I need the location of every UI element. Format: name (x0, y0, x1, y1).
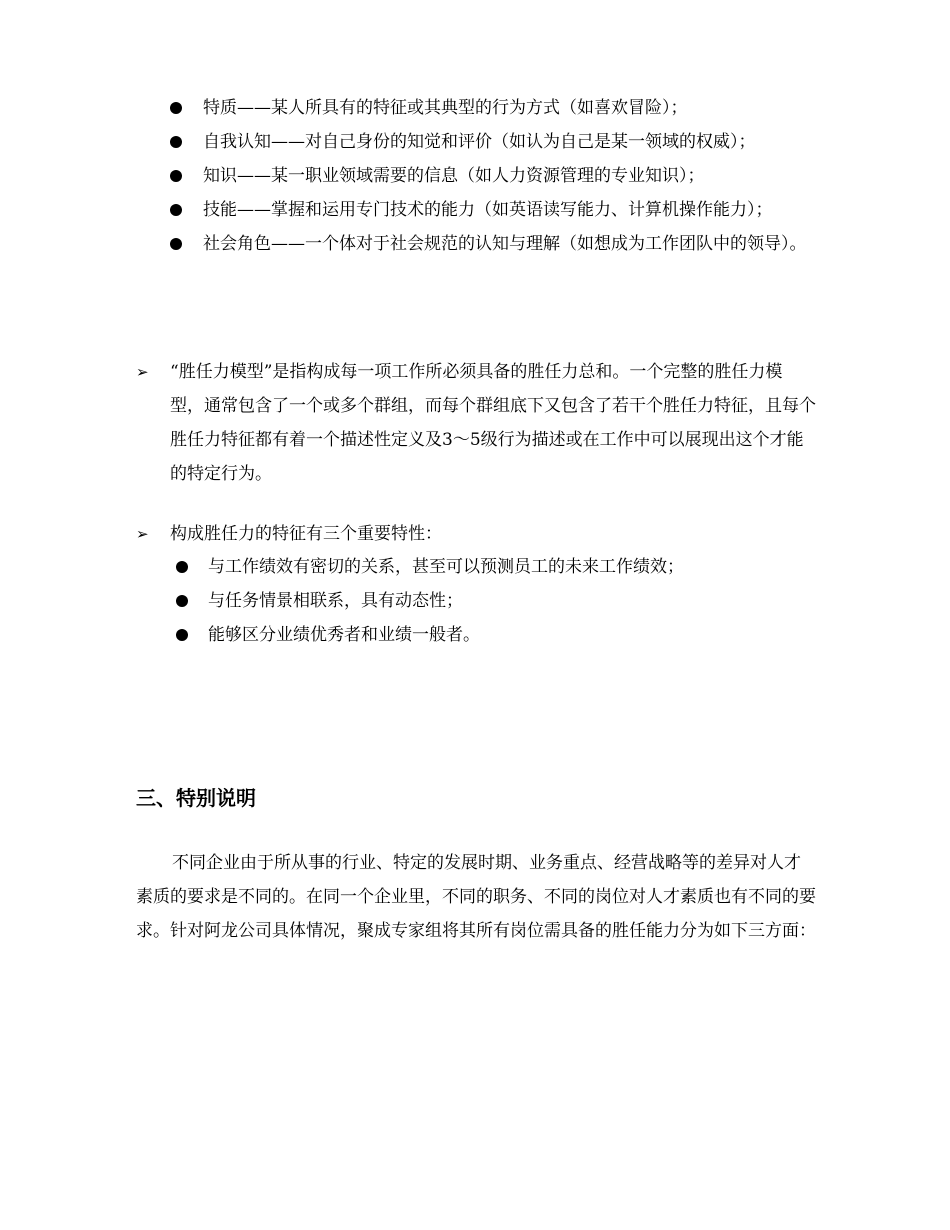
bullet-dot-icon (170, 204, 182, 216)
characteristics-bullet-list (176, 550, 816, 652)
arrow-bullet-icon: ➢ (136, 363, 149, 381)
competency-model-paragraph (136, 355, 816, 491)
bullet-dot-icon (176, 629, 188, 641)
list-item-text: 与任务情景相联系，具有动态性； (208, 591, 463, 611)
list-item-text: 能够区分业绩优秀者和业绩一般者。 (208, 625, 480, 645)
bullet-dot-icon (170, 238, 182, 250)
list-item (170, 125, 820, 159)
list-item (176, 584, 816, 618)
paragraph-text: 构成胜任力的特征有三个重要特性： (170, 524, 442, 544)
section-paragraph: 不同企业由于所从事的行业、特定的发展时期、业务重点、经营战略等的差异对人才素质的要求是不同的。在同一个企业里，不同的职务、不同的岗位对人才素质也有不同的要求。针对阿龙公司具体情况，聚成专家组将其所有岗位需具备的胜任能力分为如下三方面： (136, 853, 816, 941)
list-item (170, 159, 820, 193)
competency-bullet-list (170, 91, 820, 261)
list-item-text: 知识——某一职业领域需要的信息（如人力资源管理的专业知识）； (203, 166, 705, 186)
section-heading: 三、特别说明 (136, 786, 256, 810)
list-item (176, 550, 816, 584)
bullet-dot-icon (170, 136, 182, 148)
bullet-dot-icon (176, 595, 188, 607)
list-item-text: 社会角色——一个体对于社会规范的认知与理解（如想成为工作团队中的领导）。 (203, 234, 807, 254)
list-item (170, 193, 820, 227)
list-item-text: 特质——某人所具有的特征或其典型的行为方式（如喜欢冒险）； (203, 98, 688, 118)
bullet-dot-icon (170, 170, 182, 182)
list-item (170, 227, 820, 261)
list-item-text: 自我认知——对自己身份的知觉和评价（如认为自己是某一领域的权威）； (203, 132, 756, 152)
list-item-text: 与工作绩效有密切的关系，甚至可以预测员工的未来工作绩效； (208, 557, 684, 577)
arrow-bullet-icon: ➢ (136, 525, 149, 543)
list-item (176, 618, 816, 652)
paragraph-text: “胜任力模型”是指构成每一项工作所必须具备的胜任力总和。一个完整的胜任力模型，通常包含了一个或多个群组，而每个群组底下又包含了若干个胜任力特征，且每个胜任力特征都有着一个描述性定义及3～5级行为描述或在工作中可以展现出这个才能的特定行为。 (170, 362, 816, 484)
bullet-dot-icon (170, 102, 182, 114)
bullet-dot-icon (176, 561, 188, 573)
list-item (170, 91, 820, 125)
list-item-text: 技能——掌握和运用专门技术的能力（如英语读写能力、计算机操作能力）； (203, 200, 773, 220)
characteristics-intro (136, 517, 816, 551)
